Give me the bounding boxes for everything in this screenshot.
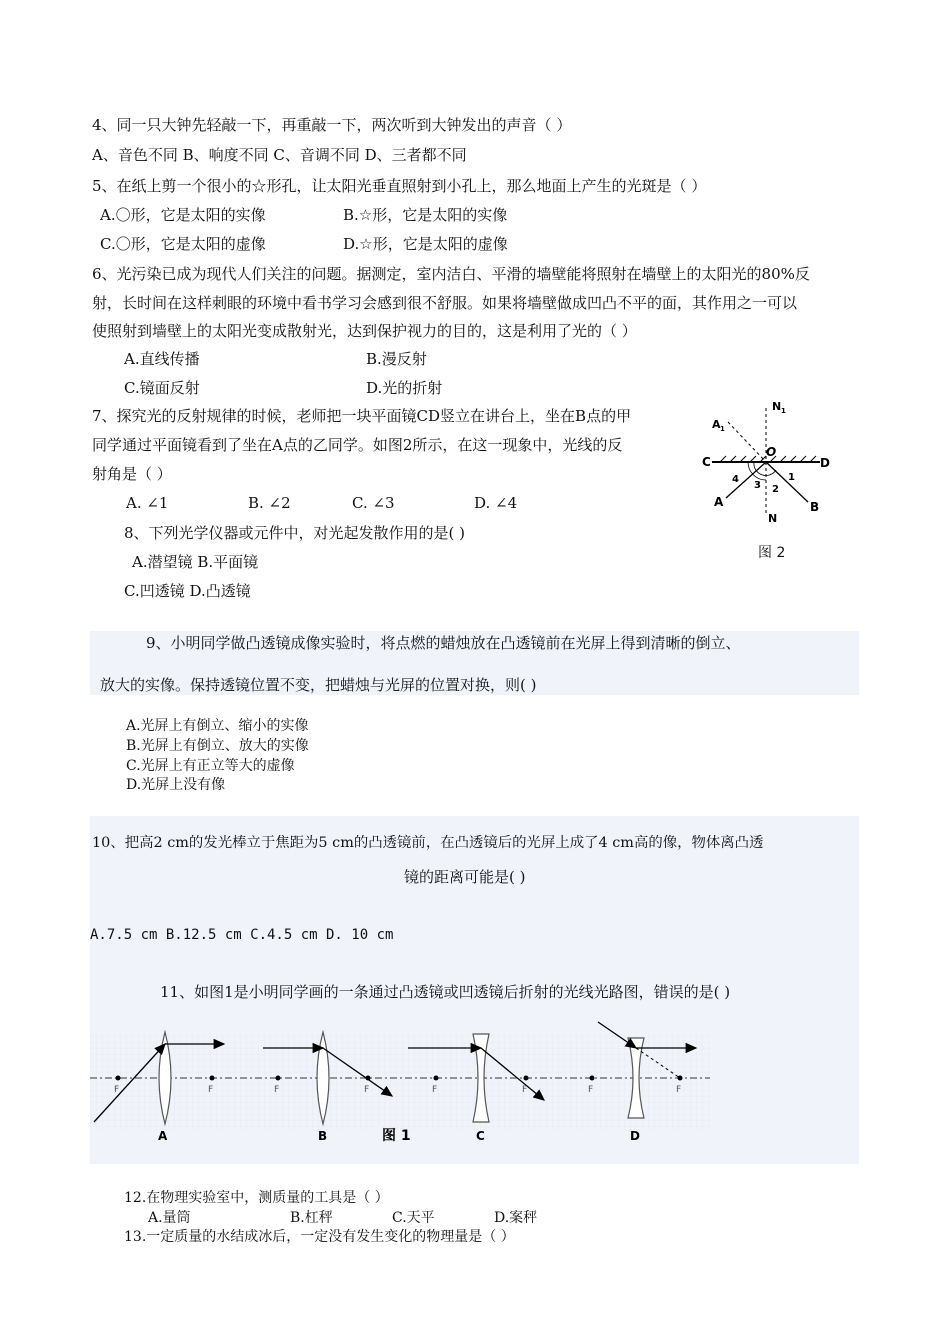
angle-1: 1 — [788, 472, 795, 483]
label-a: A — [714, 495, 724, 509]
label-b: B — [810, 500, 820, 514]
q9-option-a: A.光屏上有倒立、缩小的实像 — [126, 718, 309, 734]
q8-stem: 8、下列光学仪器或元件中，对光起发散作用的是( ) — [124, 524, 466, 542]
label-f-d1: F — [588, 1085, 594, 1095]
label-b: B — [318, 1129, 328, 1143]
q9-option-c: C.光屏上有正立等大的虚像 — [126, 758, 295, 774]
q6-option-c: C.镜面反射 — [124, 379, 200, 397]
q7-line2: 同学通过平面镜看到了坐在A点的乙同学。如图2所示，在这一现象中，光线的反 — [92, 436, 623, 454]
focus-a-right — [210, 1076, 215, 1081]
label-n: N — [768, 512, 778, 525]
q7-option-c: C. ∠3 — [352, 494, 395, 512]
q7-option-d: D. ∠4 — [474, 494, 518, 512]
q12-stem: 12.在物理实验室中，测质量的工具是（ ） — [124, 1190, 389, 1206]
angle-2: 2 — [772, 484, 779, 495]
q6-option-b: B.漫反射 — [366, 350, 427, 368]
label-f-c2: F — [522, 1085, 528, 1095]
reflection-diagram — [690, 398, 850, 530]
label-d: D — [630, 1129, 640, 1143]
label-a1-sub: 1 — [720, 425, 725, 433]
label-f-a1: F — [114, 1085, 120, 1095]
ray-ob — [766, 462, 808, 502]
label-f-b2: F — [364, 1085, 370, 1095]
q8-options-cd: C.凹透镜 D.凸透镜 — [124, 582, 251, 600]
q6-line3: 使照射到墙壁上的太阳光变成散射光，达到保护视力的目的，这是利用了光的（ ） — [92, 322, 637, 340]
q7-line1: 7、探究光的反射规律的时候，老师把一块平面镜CD竖立在讲台上，坐在B点的甲 — [92, 407, 632, 425]
q10-line2: 镜的距离可能是( ) — [404, 868, 526, 886]
label-a1: A — [712, 418, 721, 431]
q13-stem: 13.一定质量的水结成冰后，一定没有发生变化的物理量是（ ） — [124, 1229, 515, 1245]
label-a: A — [158, 1129, 168, 1143]
focus-b-left — [276, 1076, 281, 1081]
q5-stem: 5、在纸上剪一个很小的☆形孔，让太阳光垂直照射到小孔上，那么地面上产生的光斑是（ ） — [92, 177, 707, 195]
q7-option-a: A. ∠1 — [126, 494, 169, 512]
q10-line1: 10、把高2 cm的发光棒立于焦距为5 cm的凸透镜前，在凸透镜后的光屏上成了4 cm高的像，物体离凸透 — [92, 835, 764, 851]
q9-line1: 9、小明同学做凸透镜成像实验时，将点燃的蜡烛放在凸透镜前在光屏上得到清晰的倒立、 — [146, 634, 741, 652]
grid-background — [90, 1034, 710, 1130]
fig2-caption: 图 2 — [758, 545, 786, 561]
label-c: C — [702, 455, 711, 469]
q5-option-b: B.☆形，它是太阳的实像 — [343, 206, 508, 224]
label-n1: N — [772, 400, 782, 413]
virtual-ray — [728, 422, 766, 462]
angle-4: 4 — [732, 474, 739, 485]
q5-option-d: D.☆形，它是太阳的虚像 — [343, 235, 508, 253]
label-f-a2: F — [208, 1085, 214, 1095]
q9-line2: 放大的实像。保持透镜位置不变，把蜡烛与光屏的位置对换，则( ) — [100, 676, 537, 694]
q9-option-b: B.光屏上有倒立、放大的实像 — [126, 738, 309, 754]
label-f-c1: F — [432, 1085, 438, 1095]
angle-3: 3 — [754, 480, 761, 491]
q6-option-d: D.光的折射 — [366, 379, 443, 397]
q12-option-a: A.量筒 — [148, 1210, 191, 1226]
q6-line2: 射，长时间在这样刺眼的环境中看书学习会感到很不舒服。如果将墙壁做成凹凸不平的面，其作用之一可以 — [92, 294, 798, 312]
q4-stem: 4、同一只大钟先轻敲一下，再重敲一下，两次听到大钟发出的声音（ ） — [92, 116, 572, 134]
q9-option-d: D.光屏上没有像 — [126, 777, 226, 793]
q5-option-c: C.〇形，它是太阳的虚像 — [100, 235, 266, 253]
focus-c-right — [524, 1076, 529, 1081]
q12-option-c: C.天平 — [392, 1210, 435, 1226]
q10-options: A.7.5 cm B.12.5 cm C.4.5 cm D. 10 cm — [90, 927, 394, 943]
focus-d-left — [590, 1076, 595, 1081]
focus-b-right — [366, 1076, 371, 1081]
focus-a-left — [116, 1076, 121, 1081]
label-c: C — [476, 1129, 485, 1143]
q4-options: A、音色不同 B、响度不同 C、音调不同 D、三者都不同 — [92, 146, 467, 164]
focus-c-left — [434, 1076, 439, 1081]
focus-d-right — [678, 1076, 683, 1081]
q7-option-b: B. ∠2 — [248, 494, 291, 512]
q7-line3: 射角是（ ） — [92, 465, 172, 483]
q8-options-ab: A.潜望镜 B.平面镜 — [132, 553, 259, 571]
q12-option-b: B.杠秤 — [290, 1210, 333, 1226]
q6-option-a: A.直线传播 — [124, 350, 200, 368]
q11-stem: 11、如图1是小明同学画的一条通过凸透镜或凹透镜后折射的光线光路图，错误的是( ) — [160, 983, 731, 1001]
label-f-d2: F — [676, 1085, 682, 1095]
lens-diagrams — [90, 1018, 710, 1148]
label-f-b1: F — [274, 1085, 280, 1095]
label-n1-sub: 1 — [781, 407, 786, 415]
q5-option-a: A.〇形，它是太阳的实像 — [100, 206, 266, 224]
label-o: O — [766, 445, 777, 459]
q12-option-d: D.案秤 — [494, 1210, 538, 1226]
q6-line1: 6、光污染已成为现代人们关注的问题。据测定，室内洁白、平滑的墙壁能将照射在墙壁上的太阳光的80%反 — [92, 265, 810, 283]
fig1-caption: 图 1 — [382, 1128, 411, 1144]
label-d: D — [820, 456, 830, 470]
